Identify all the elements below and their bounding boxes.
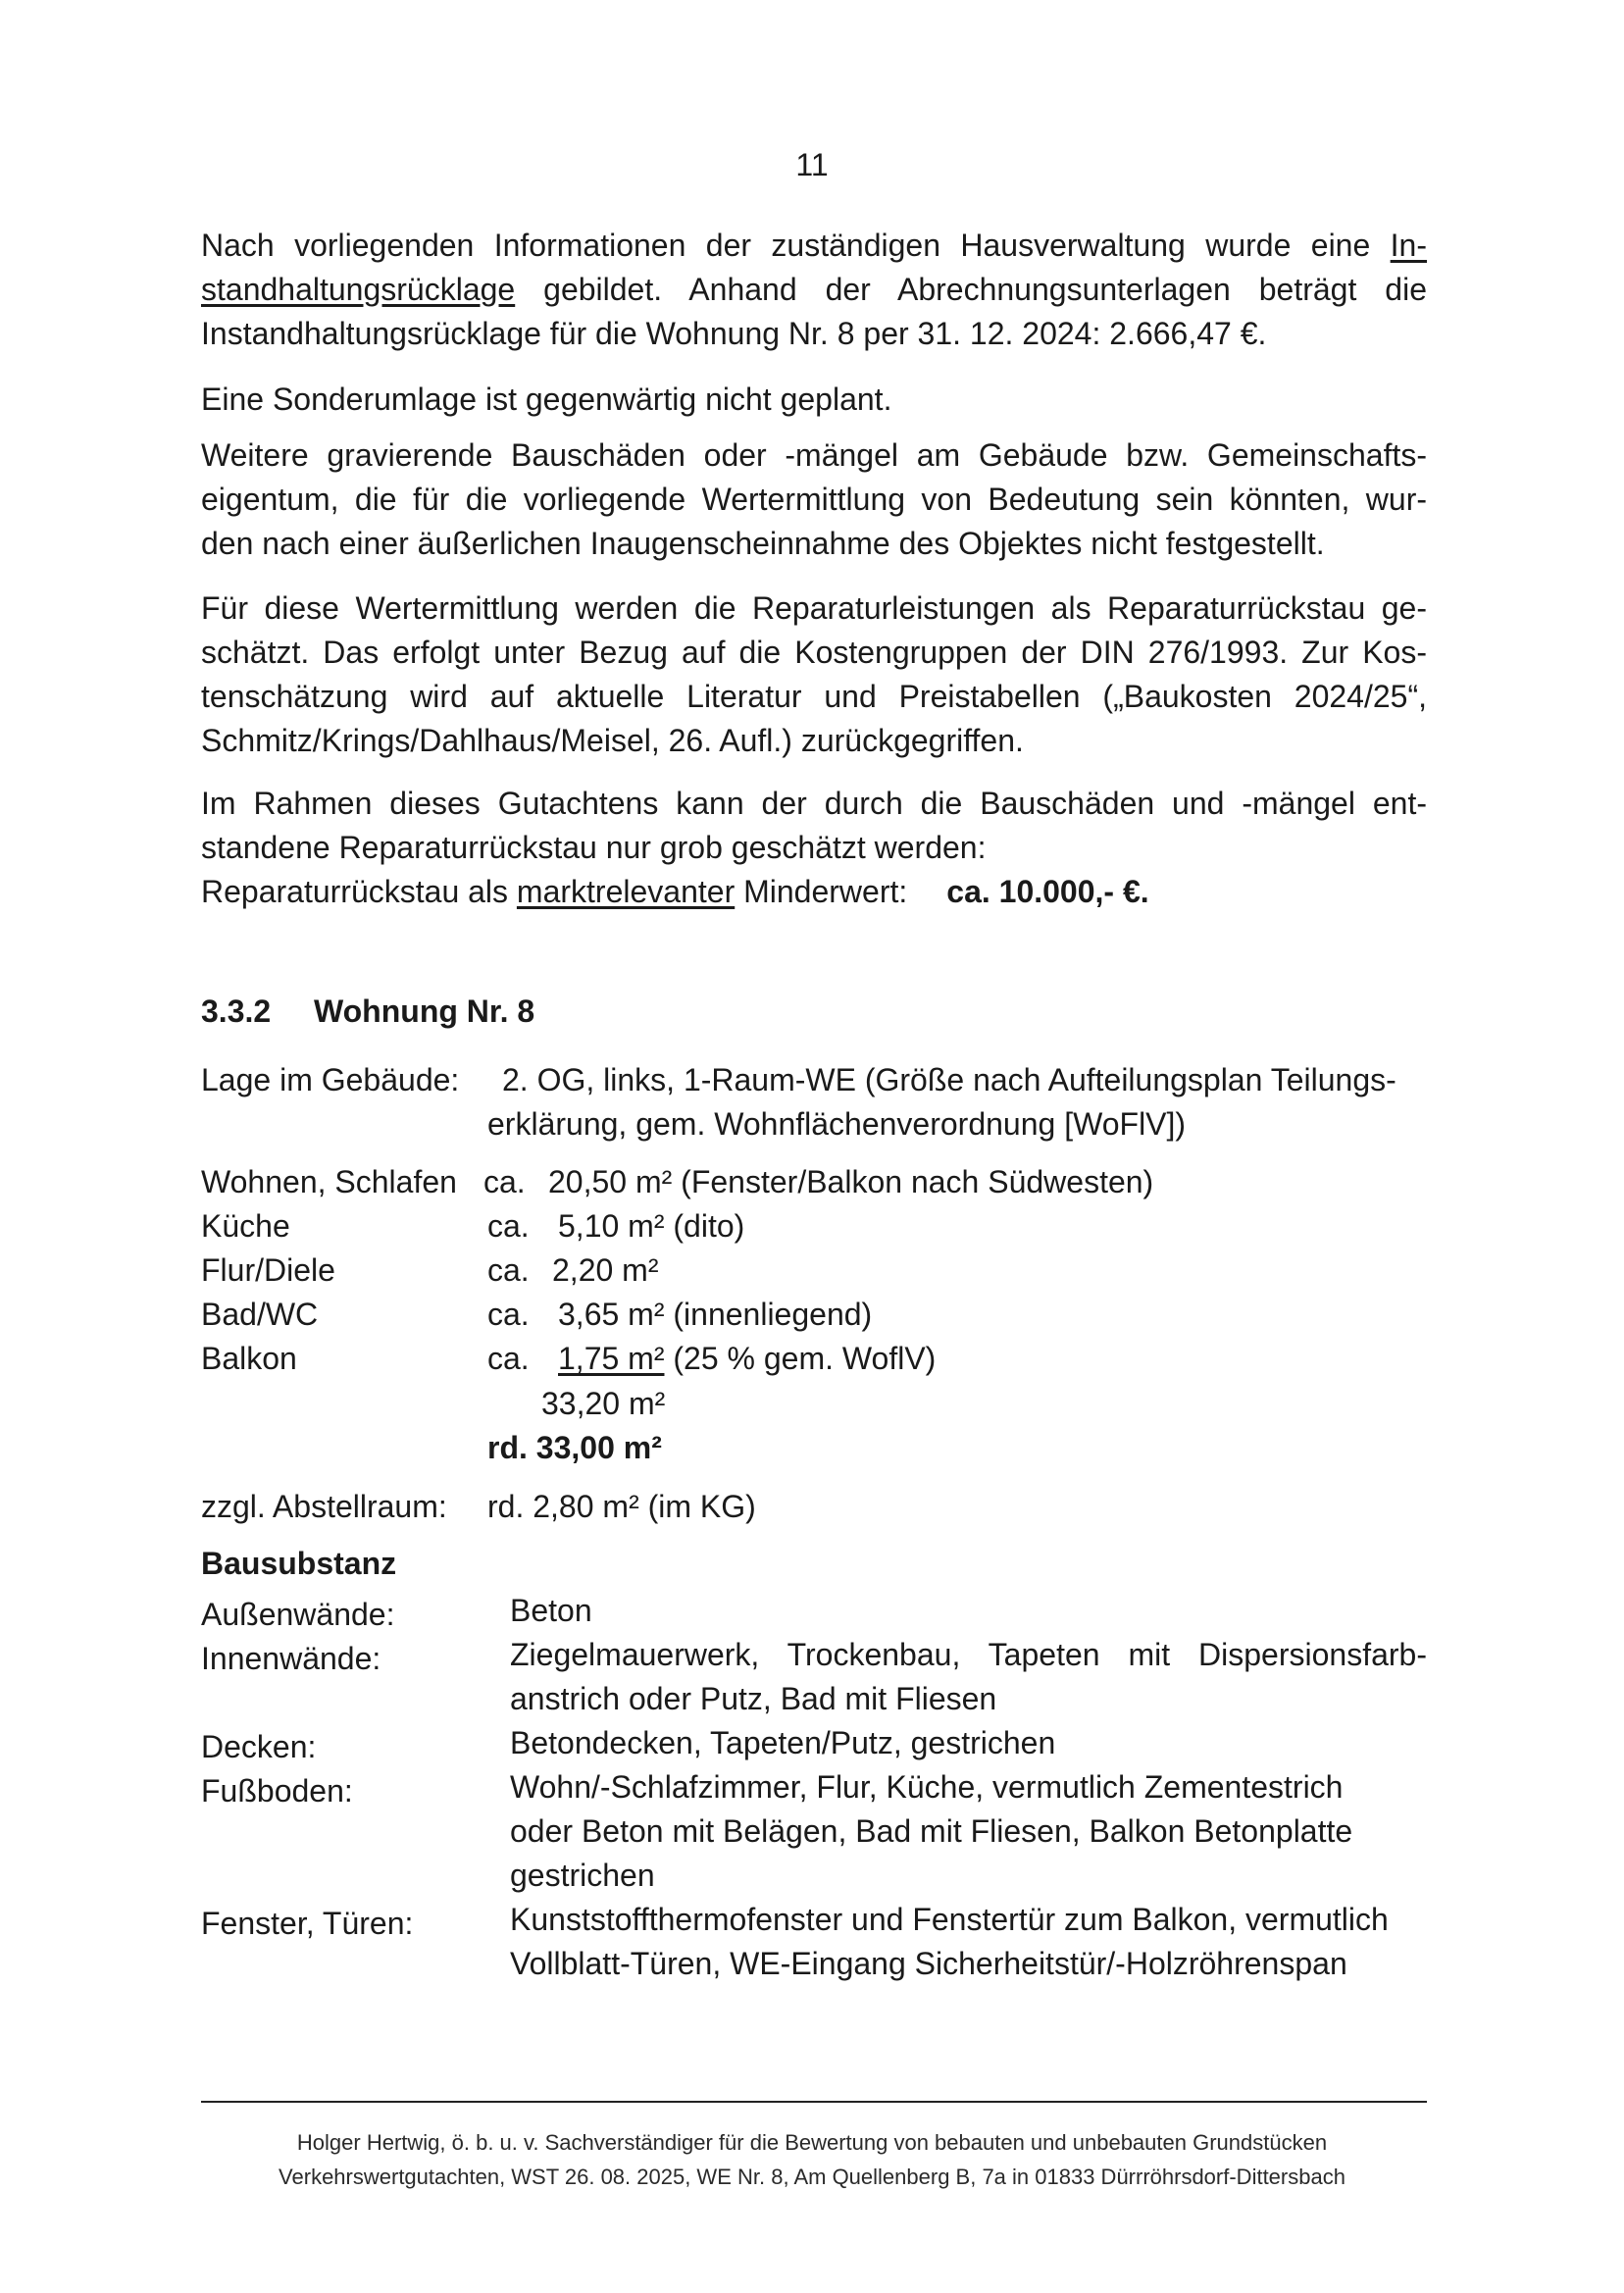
page-number: 11: [795, 147, 829, 182]
bausubstanz-label: Fußboden:: [201, 1773, 353, 1809]
lage-label: Lage im Gebäude:: [201, 1062, 460, 1097]
footer-line-2: Verkehrswertgutachten, WST 26. 08. 2025, WE Nr. 8, Am Quellenberg B, 7a in 01833 Dürrröhrsdorf-Dittersbach: [279, 2165, 1345, 2189]
paragraph-reparaturrueckstau: [201, 782, 1427, 914]
room-area: [483, 1164, 1153, 1200]
room-area-value: 20,50 m²: [548, 1164, 673, 1199]
room-area-value: 3,65 m²: [558, 1297, 665, 1332]
bausubstanz-value: [510, 1765, 1427, 1898]
underlined-area: [487, 1341, 664, 1376]
room-note: (Fenster/Balkon nach Südwesten): [672, 1164, 1154, 1199]
room-area-value: 2,20 m²: [552, 1252, 659, 1288]
text-segment: Minderwert:: [735, 874, 908, 909]
text-line: [201, 268, 1427, 312]
text-line: eigentum, die für die vorliegende Wertermittlung von Bedeutung sein könnten, wur-: [201, 482, 1427, 517]
underlined-term: standhaltungsrücklage: [201, 272, 516, 307]
text-line: Vollblatt-Türen, WE-Eingang Sicherheitstür/-Holzröhrenspan: [510, 1946, 1347, 1981]
bausubstanz-label: Decken:: [201, 1729, 317, 1764]
text-line: tenschätzung wird auf aktuelle Literatur und Preistabellen („Baukosten 2024/25“,: [201, 679, 1427, 714]
paragraph-reparaturleistungen: [201, 586, 1427, 763]
underlined-term: marktrelevanter: [516, 874, 736, 909]
text-segment: Nach vorliegenden Informationen der zuständigen Hausverwaltung wurde eine: [201, 228, 1391, 263]
ca-prefix: ca.: [487, 1297, 530, 1332]
bausubstanz-label: Außenwände:: [201, 1597, 395, 1632]
text-line: Instandhaltungsrücklage für die Wohnung Nr. 8 per 31. 12. 2024: 2.666,47 €.: [201, 316, 1267, 351]
section-title: Wohnung Nr. 8: [314, 994, 535, 1029]
ca-prefix: ca.: [483, 1164, 526, 1199]
text-line: standene Reparaturrückstau nur grob geschätzt werden:: [201, 830, 987, 865]
room-area: [487, 1252, 658, 1289]
room-area: [487, 1208, 744, 1245]
minderwert-value: ca. 10.000,- €.: [946, 874, 1149, 909]
area-sum: 33,20 m²: [541, 1386, 666, 1421]
text-line: schätzt. Das erfolgt unter Bezug auf die Kostengruppen der DIN 276/1993. Zur Kos-: [201, 635, 1427, 670]
text-line: gestrichen: [510, 1858, 655, 1893]
room-label: Küche: [201, 1208, 290, 1244]
ca-prefix: ca.: [487, 1341, 530, 1376]
storage-label: zzgl. Abstellraum:: [201, 1489, 447, 1524]
bausubstanz-value: [510, 1589, 1427, 1633]
room-area: [487, 1341, 936, 1377]
text-segment: Reparaturrückstau als: [201, 874, 517, 909]
bausubstanz-value: [510, 1633, 1427, 1721]
text-line: Betondecken, Tapeten/Putz, gestrichen: [510, 1725, 1056, 1760]
room-area-value: 5,10 m²: [558, 1208, 665, 1244]
room-area-value: 1,75 m²: [558, 1341, 665, 1376]
ca-prefix: ca.: [487, 1252, 530, 1288]
text-line: anstrich oder Putz, Bad mit Fliesen: [510, 1681, 997, 1716]
bausubstanz-value: [510, 1898, 1427, 1986]
room-note: (dito): [664, 1208, 745, 1244]
text-line: Kunststoffthermofenster und Fenstertür zum Balkon, vermutlich: [510, 1902, 1389, 1937]
bausubstanz-heading: Bausubstanz: [201, 1546, 397, 1581]
text-line: Für diese Wertermittlung werden die Reparaturleistungen als Reparaturrückstau ge-: [201, 590, 1427, 626]
text-line: Eine Sonderumlage ist gegenwärtig nicht geplant.: [201, 382, 892, 417]
text-line: [201, 870, 1427, 914]
paragraph-instandhaltungsruecklage: [201, 224, 1427, 356]
room-note: (innenliegend): [664, 1297, 873, 1332]
room-area: [487, 1297, 872, 1333]
room-label: Bad/WC: [201, 1297, 319, 1332]
section-number: 3.3.2: [201, 994, 272, 1029]
text-segment: gebildet. Anhand der Abrechnungsunterlagen beträgt die: [515, 272, 1427, 307]
bausubstanz-label: Fenster, Türen:: [201, 1906, 414, 1941]
area-rounded: rd. 33,00 m²: [487, 1430, 662, 1465]
paragraph-sonderumlage: [201, 378, 1427, 422]
text-line: oder Beton mit Belägen, Bad mit Fliesen, Balkon Betonplatte: [510, 1813, 1353, 1849]
ca-prefix: ca.: [487, 1208, 530, 1244]
footer-divider: [201, 2101, 1427, 2103]
lage-line-2: erklärung, gem. Wohnflächenverordnung [WoFlV]): [487, 1106, 1187, 1142]
text-line: Schmitz/Krings/Dahlhaus/Meisel, 26. Aufl.) zurückgegriffen.: [201, 723, 1024, 758]
room-note: (25 % gem. WoflV): [664, 1341, 937, 1376]
text-line: Weitere gravierende Bauschäden oder -mängel am Gebäude bzw. Gemeinschafts-: [201, 437, 1427, 473]
text-line: Beton: [510, 1593, 592, 1628]
room-label: Flur/Diele: [201, 1252, 335, 1288]
footer-line-1: Holger Hertwig, ö. b. u. v. Sachverständiger für die Bewertung von bebauten und unbebauten Grundstücken: [296, 2130, 1328, 2155]
storage-value: rd. 2,80 m² (im KG): [487, 1489, 756, 1524]
underlined-term: In-: [1390, 228, 1427, 263]
section-heading: [201, 994, 534, 1030]
text-line: den nach einer äußerlichen Inaugenscheinnahme des Objektes nicht festgestellt.: [201, 526, 1325, 561]
bausubstanz-label: Innenwände:: [201, 1641, 381, 1676]
bausubstanz-value: [510, 1721, 1427, 1765]
text-line: [201, 224, 1427, 268]
text-line: Wohn/-Schlafzimmer, Flur, Küche, vermutlich Zementestrich: [510, 1769, 1344, 1805]
text-line: Ziegelmauerwerk, Trockenbau, Tapeten mit Dispersionsfarb-: [510, 1637, 1427, 1672]
text-line: Im Rahmen dieses Gutachtens kann der durch die Bauschäden und -mängel ent-: [201, 786, 1427, 821]
room-label: Balkon: [201, 1341, 297, 1376]
lage-line-1: 2. OG, links, 1-Raum-WE (Größe nach Aufteilungsplan Teilungs-: [502, 1062, 1396, 1097]
paragraph-bauschaeden: [201, 433, 1427, 566]
room-label: Wohnen, Schlafen: [201, 1164, 457, 1199]
